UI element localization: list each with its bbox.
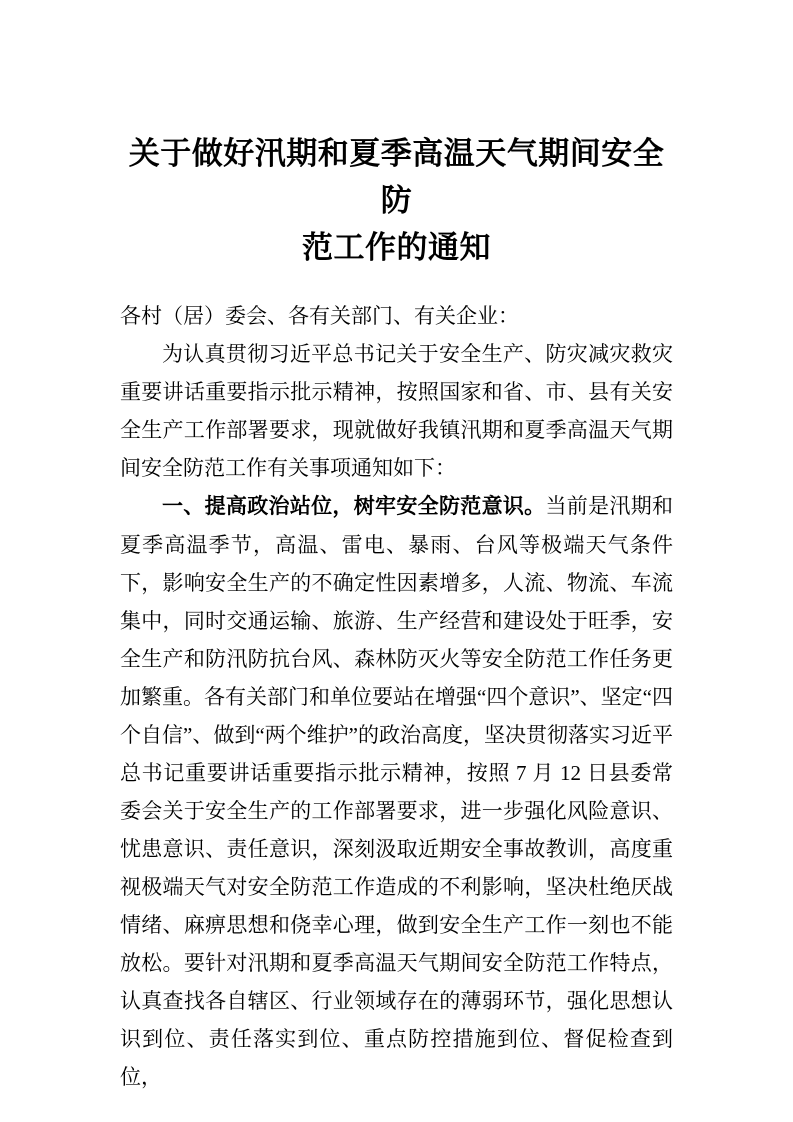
section-1-text: 当前是汛期和夏季高温季节，高温、雷电、暴雨、台风等极端天气条件下，影响安全生产的不确定性因素增多，人流、物流、车流集中，同时交通运输、旅游、生产经营和建设处于旺季，安全生产和防汛防抗台风、森林防灭火等安全防范工作任务更加繁重。各有关部门和单位要站在增强“四个意识”、坚定“四个自信”、做到“两个维护”的政治高度，坚决贯彻落实习近平总书记重要讲话重要指示批示精神，按照 7 月 12 日县委常委会关于安全生产的工作部署要求，进一步强化风险意识、忧患意识、责任意识，深刻汲取近期安全事故教训，高度重视极端天气对安全防范工作造成的不利影响，坚决杜绝厌战情绪、麻痹思想和侥幸心理，做到安全生产工作一刻也不能放松。要针对汛期和夏季高温天气期间安全防范工作特点，认真查找各自辖区、行业领域存在的薄弱环节，强化思想认识到位、责任落实到位、重点防控措施到位、督促检查到位， bbox=[120, 494, 674, 1089]
section-1-paragraph bbox=[120, 487, 673, 1096]
document-body bbox=[120, 297, 673, 1096]
document-title-line-2: 范工作的通知 bbox=[302, 230, 491, 265]
document-title bbox=[120, 130, 673, 271]
intro-paragraph: 为认真贯彻习近平总书记关于安全生产、防灾减灾救灾重要讲话重要指示批示精神，按照国家和省、市、县有关安全生产工作部署要求，现就做好我镇汛期和夏季高温天气期间安全防范工作有关事项通知如下： bbox=[120, 342, 673, 480]
section-1-heading: 一、提高政治站位，树牢安全防范意识。 bbox=[162, 495, 546, 518]
document-title-line-1: 关于做好汛期和夏季高温天气期间安全防 bbox=[128, 136, 665, 218]
salutation-line: 各村（居）委会、各有关部门、有关企业： bbox=[120, 304, 519, 328]
